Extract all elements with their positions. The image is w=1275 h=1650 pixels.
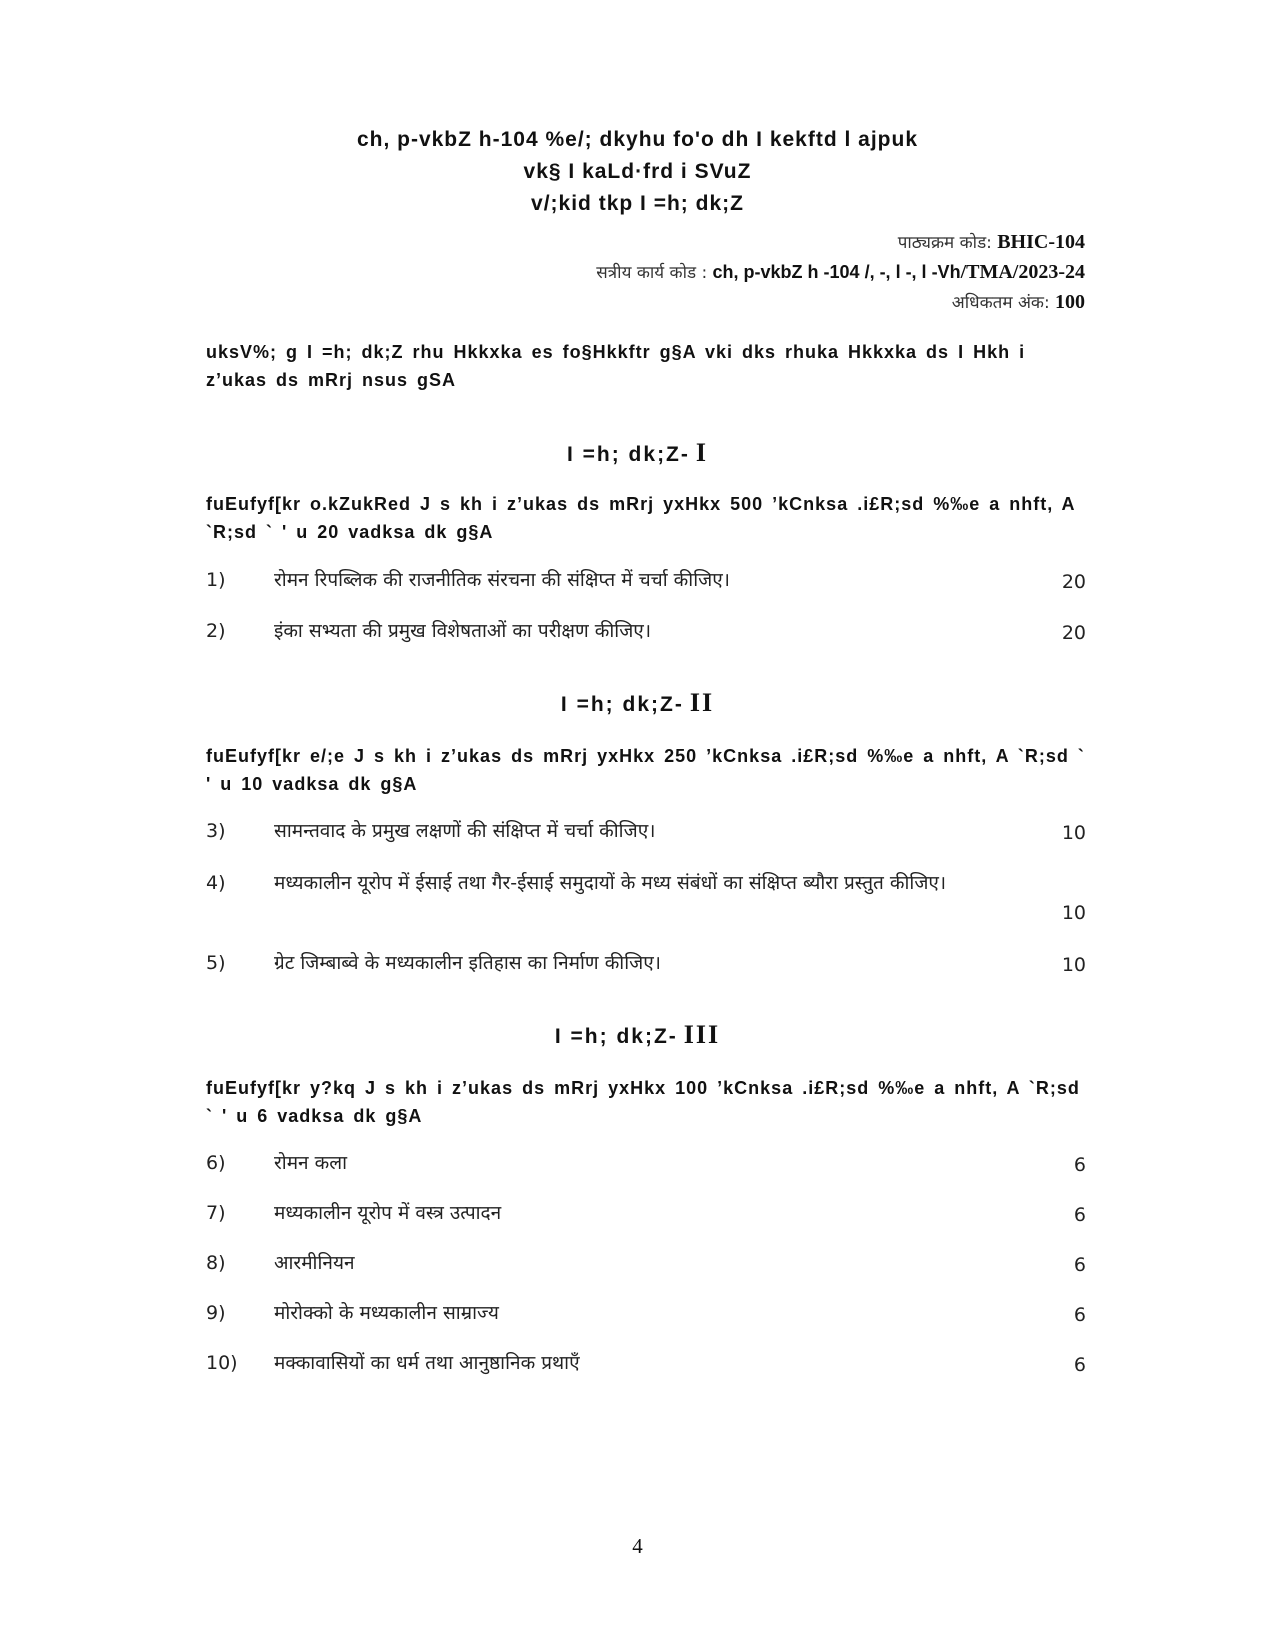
section-instruction-1: fuEufyf[kr o.kZukRed J s kh i z’ukas ds mRrj yxHkx 500 ’kCnksa .i£R;sd %‰e a nhft, A `R;sd ` ' u 20 vadksa dk g§A bbox=[206, 494, 1075, 542]
max-marks-value: 100 bbox=[1055, 291, 1085, 313]
question-number: 7) bbox=[206, 1202, 226, 1224]
question-text: रोमन रिपब्लिक की राजनीतिक संरचना की संक्षिप्त में चर्चा कीजिए। bbox=[274, 569, 730, 591]
question-marks: 6 bbox=[1073, 1304, 1086, 1326]
question-marks: 10 bbox=[1061, 822, 1086, 844]
general-note: uksV%; g I =h; dk;Z rhu Hkkxka es fo§Hkkftr g§A vki dks rhuka Hkkxka ds I Hkh i z’ukas ds mRrj nsus gSA bbox=[206, 342, 1026, 390]
course-subtitle: vk§ I kaLd·frd i SVuZ bbox=[523, 160, 752, 183]
section-roman-numeral: III bbox=[683, 1020, 721, 1049]
question-number: 3) bbox=[206, 820, 226, 842]
assignment-code-value-a: ch, p-vkbZ h -104 /, -, l -, l -Vh bbox=[712, 262, 961, 282]
question-number: 10) bbox=[206, 1352, 238, 1374]
page-number: 4 bbox=[632, 1534, 643, 1558]
max-marks-line bbox=[596, 288, 1085, 318]
section-title-text: I =h; dk;Z- bbox=[554, 1025, 678, 1048]
max-marks-label: अधिकतम अंक: bbox=[951, 293, 1050, 313]
section-roman-numeral: II bbox=[689, 688, 715, 717]
section-title-1 bbox=[0, 438, 1275, 468]
question-marks: 6 bbox=[1073, 1354, 1086, 1376]
question-marks: 6 bbox=[1073, 1154, 1086, 1176]
section-title-text: I =h; dk;Z- bbox=[566, 443, 690, 466]
question-number: 5) bbox=[206, 952, 226, 974]
question-text: मोरोक्को के मध्यकालीन साम्राज्य bbox=[274, 1302, 499, 1324]
question-number: 4) bbox=[206, 872, 226, 894]
question-text: सामन्तवाद के प्रमुख लक्षणों की संक्षिप्त में चर्चा कीजिए। bbox=[274, 820, 656, 842]
question-text: आरमीनियन bbox=[274, 1252, 355, 1274]
question-marks: 6 bbox=[1073, 1254, 1086, 1276]
section-roman-numeral: I bbox=[695, 438, 709, 467]
course-code-label: पाठ्यक्रम कोड: bbox=[897, 233, 992, 253]
section-title-3 bbox=[0, 1020, 1275, 1050]
question-text: मक्कावासियों का धर्म तथा आनुष्ठानिक प्रथाएँ bbox=[274, 1352, 580, 1374]
question-marks: 20 bbox=[1061, 622, 1086, 644]
assignment-code-label: सत्रीय कार्य कोड : bbox=[596, 263, 708, 283]
question-marks: 10 bbox=[1061, 902, 1086, 924]
question-text: रोमन कला bbox=[274, 1152, 348, 1174]
question-marks: 20 bbox=[1061, 571, 1086, 593]
question-text: मध्यकालीन यूरोप में ईसाई तथा गैर-ईसाई समुदायों के मध्य संबंधों का संक्षिप्त ब्यौरा प्रस्तुत कीजिए। bbox=[274, 872, 947, 894]
assignment-code-value-b: /TMA/2023-24 bbox=[960, 261, 1085, 283]
question-number: 1) bbox=[206, 569, 226, 591]
section-instruction-3: fuEufyf[kr y?kq J s kh i z’ukas ds mRrj yxHkx 100 ’kCnksa .i£R;sd %‰e a nhft, A `R;sd ` ' u 6 vadksa dk g§A bbox=[206, 1078, 1080, 1126]
assignment-title: v/;kid tkp I =h; dk;Z bbox=[531, 192, 744, 215]
section-title-2 bbox=[0, 688, 1275, 718]
question-number: 9) bbox=[206, 1302, 226, 1324]
code-block bbox=[596, 228, 1085, 318]
section-title-text: I =h; dk;Z- bbox=[560, 693, 684, 716]
question-number: 8) bbox=[206, 1252, 226, 1274]
question-number: 2) bbox=[206, 620, 226, 642]
question-number: 6) bbox=[206, 1152, 226, 1174]
document-header bbox=[0, 124, 1275, 220]
question-text: ग्रेट जिम्बाब्वे के मध्यकालीन इतिहास का निर्माण कीजिए। bbox=[274, 952, 661, 974]
assignment-code-line bbox=[596, 258, 1085, 288]
question-text: इंका सभ्यता की प्रमुख विशेषताओं का परीक्षण कीजिए। bbox=[274, 620, 652, 642]
question-marks: 10 bbox=[1061, 954, 1086, 976]
question-marks: 6 bbox=[1073, 1204, 1086, 1226]
course-title: ch, p-vkbZ h-104 %e/; dkyhu fo'o dh I kekftd l ajpuk bbox=[356, 128, 919, 151]
section-instruction-2: fuEufyf[kr e/;e J s kh i z’ukas ds mRrj yxHkx 250 ’kCnksa .i£R;sd %‰e a nhft, A `R;sd ` ' u 10 vadksa dk g§A bbox=[206, 746, 1085, 794]
course-code-line bbox=[596, 228, 1085, 258]
course-code-value: BHIC-104 bbox=[997, 231, 1085, 253]
question-text: मध्यकालीन यूरोप में वस्त्र उत्पादन bbox=[274, 1202, 502, 1224]
